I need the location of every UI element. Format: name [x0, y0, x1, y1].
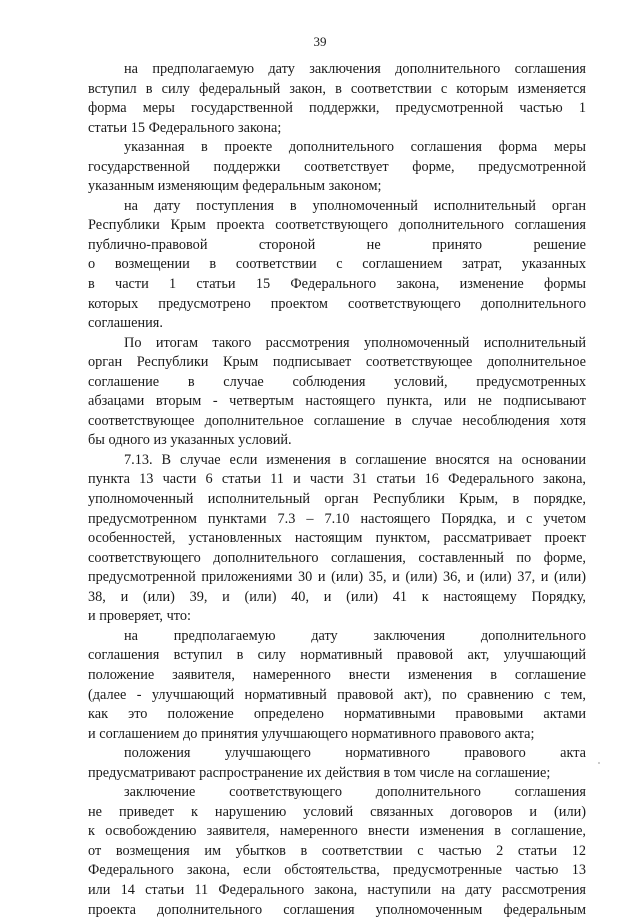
- text-line: предусмотренном пунктами 7.3 – 7.10 настоящего Порядка, и с учетом: [88, 510, 586, 527]
- text-line: бы одного из указанных условий.: [88, 432, 292, 449]
- text-line: 38, и (или) 39, и (или) 40, и (или) 41 к настоящему Порядку,: [88, 588, 586, 605]
- text-line: государственной поддержки соответствует форме, предусмотренной: [88, 158, 586, 175]
- document-body: [88, 60, 586, 920]
- text-line: предусматривают распространение их действия в том числе на соглашение;: [88, 764, 551, 781]
- text-line: как это положение определено нормативными правовыми актами: [88, 706, 586, 723]
- text-line: пункта 13 части 6 статьи 11 и части 31 статьи 16 Федерального закона,: [88, 471, 586, 488]
- text-line: проекта дополнительного соглашения уполномоченным федеральным: [88, 901, 586, 918]
- text-line: не приведет к нарушению условий связанных договоров и (или): [88, 803, 586, 820]
- text-line: к освобождению заявителя, намеренного внести изменения в соглашение,: [88, 823, 586, 840]
- text-line: Федерального закона, если обстоятельства, предусмотренные частью 13: [88, 862, 586, 879]
- text-line: соглашения вступил в силу нормативный правовой акт, улучшающий: [88, 647, 586, 664]
- text-line: соглашения.: [88, 315, 163, 332]
- text-line: о возмещении в соответствии с соглашением затрат, указанных: [88, 256, 586, 273]
- text-line: положение заявителя, намеренного внести изменения в соглашение: [88, 666, 586, 683]
- text-line: форма меры государственной поддержки, предусмотренной частью 1: [88, 100, 586, 117]
- text-line: предусмотренной приложениями 30 и (или) 35, и (или) 36, и (или) 37, и (или): [88, 569, 586, 586]
- text-line: 7.13. В случае если изменения в соглашение вносятся на основании: [124, 451, 586, 468]
- text-line: или 14 статьи 11 Федерального закона, наступили на дату рассмотрения: [88, 881, 586, 898]
- text-line: указанным изменяющим федеральным законом;: [88, 178, 382, 195]
- text-line: соответствующего дополнительного соглашения, составленный по форме,: [88, 549, 586, 566]
- text-line: уполномоченный исполнительный орган Республики Крым, в порядке,: [88, 491, 586, 508]
- text-line: По итогам такого рассмотрения уполномоченный исполнительный: [124, 334, 586, 351]
- text-line: в части 1 статьи 15 Федерального закона, изменение формы: [88, 276, 586, 293]
- text-line: на дату поступления в уполномоченный исполнительный орган: [124, 197, 586, 214]
- text-line: статьи 15 Федерального закона;: [88, 119, 282, 136]
- text-line: указанная в проекте дополнительного соглашения форма меры: [124, 139, 586, 156]
- text-line: орган Республики Крым подписывает соответствующее дополнительное: [88, 354, 586, 371]
- text-line: абзацами вторым - четвертым настоящего пункта, или не подписывают: [88, 393, 586, 410]
- text-line: Республики Крым проекта соответствующего дополнительного соглашения: [88, 217, 586, 234]
- page-number: 39: [313, 34, 327, 49]
- text-line: положения улучшающего нормативного правового акта: [124, 745, 586, 762]
- text-line: и соглашением до принятия улучшающего нормативного правового акта;: [88, 725, 535, 742]
- text-line: вступил в силу федеральный закон, в соответствии с которым изменяется: [88, 80, 586, 97]
- text-line: соответствующее дополнительное соглашение в случае несоблюдения хотя: [88, 412, 586, 429]
- text-line: от возмещения им убытков в соответствии с частью 2 статьи 12: [88, 842, 586, 859]
- text-line: публично-правовой стороной не принято решение: [88, 236, 586, 253]
- text-line: заключение соответствующего дополнительного соглашения: [124, 784, 586, 801]
- text-line: которых предусмотрено проектом соответствующего дополнительного: [88, 295, 586, 312]
- scan-speck: [598, 762, 600, 764]
- text-line: соглашение в случае соблюдения условий, предусмотренных: [88, 373, 586, 390]
- text-line: на предполагаемую дату заключения дополнительного: [124, 627, 586, 644]
- text-line: и проверяет, что:: [88, 608, 191, 625]
- text-line: на предполагаемую дату заключения дополнительного соглашения: [124, 61, 586, 77]
- text-line: особенностей, установленных настоящим пунктом, рассматривает проект: [88, 530, 586, 547]
- text-line: (далее - улучшающий нормативный правовой акт), по сравнению с тем,: [88, 686, 586, 703]
